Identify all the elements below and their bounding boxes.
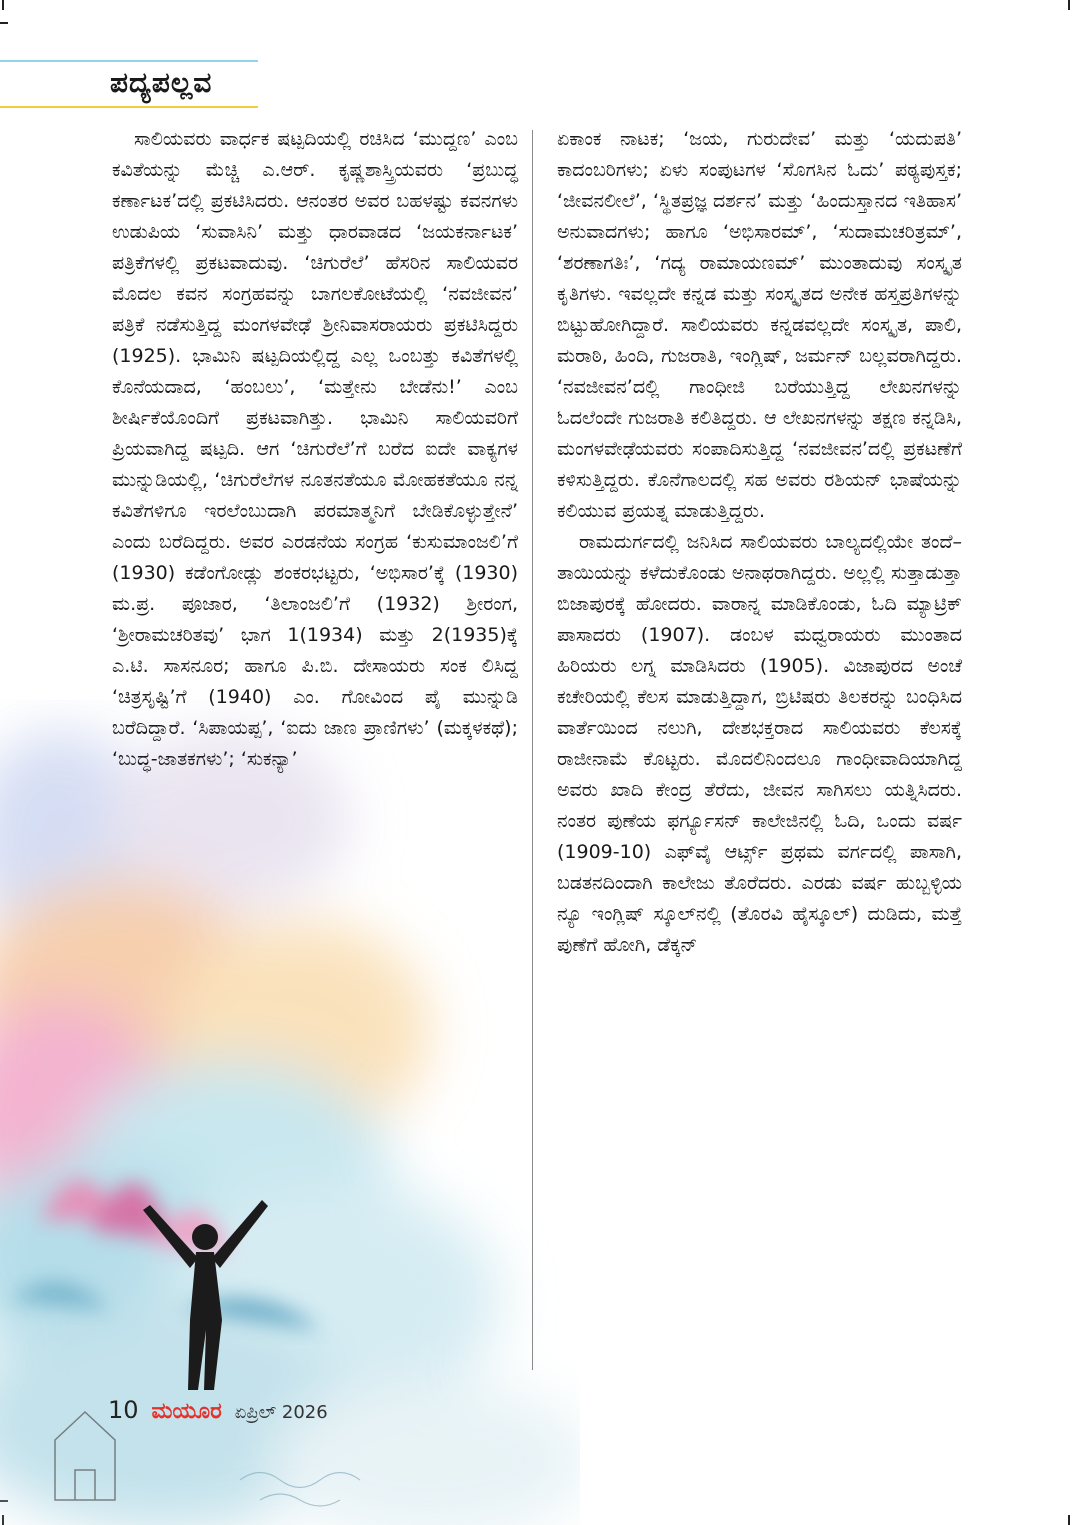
crop-mark [0, 22, 8, 24]
crop-mark [1068, 0, 1070, 10]
section-rule-top [0, 60, 258, 62]
issue-date: ಏಪ್ರಿಲ್ 2026 [234, 1402, 328, 1423]
section-title: ಪದ್ಯಪಲ್ಲವ [110, 66, 213, 99]
crop-mark [1068, 1515, 1070, 1525]
paragraph: ಸಾಲಿಯವರು ವಾರ್ಧಕ ಷಟ್ಪದಿಯಲ್ಲಿ ರಚಿಸಿದ ‘ಮುದ್ದಣ’ ಎಂಬ ಕವಿತೆಯನ್ನು ಮೆಚ್ಚಿ ಎ.ಆರ್. ಕೃಷ್ಣಶಾಸ್ತ್ರಿಯವರು ‘ಪ್ರಬುದ್ಧ ಕರ್ಣಾಟಕ’ದಲ್ಲಿ ಪ್ರಕಟಿಸಿದರು. ಆನಂತರ ಅವರ ಬಹಳಷ್ಟು ಕವನಗಳು ಉಡುಪಿಯ ‘ಸುವಾಸಿನಿ’ ಮತ್ತು ಧಾರವಾಡದ ‘ಜಯಕರ್ನಾಟಕ’ ಪತ್ರಿಕೆಗಳಲ್ಲಿ ಪ್ರಕಟವಾದುವು. ‘ಚಿಗುರೆಲೆ’ ಹೆಸರಿನ ಸಾಲಿಯವರ ಮೊದಲ ಕವನ ಸಂಗ್ರಹವನ್ನು ಬಾಗಲಕೋಟೆಯಲ್ಲಿ ‘ನವಜೀವನ’ ಪತ್ರಿಕೆ ನಡೆಸುತ್ತಿದ್ದ ಮಂಗಳವೇಢೆ ಶ್ರೀನಿವಾಸರಾಯರು ಪ್ರಕಟಿಸಿದ್ದರು (1925). ಭಾಮಿನಿ ಷಟ್ಪದಿಯಲ್ಲಿದ್ದ ಎಲ್ಲ ಒಂಬತ್ತು ಕವಿತೆಗಳಲ್ಲಿ ಕೊನೆಯದಾದ, ‘ಹಂಬಲು’, ‘ಮತ್ತೇನು ಬೇಡೆನು!’ ಎಂಬ ಶೀರ್ಷಿಕೆಯೊಂದಿಗೆ ಪ್ರಕಟವಾಗಿತ್ತು. ಭಾಮಿನಿ ಸಾಲಿಯವರಿಗೆ ಪ್ರಿಯವಾಗಿದ್ದ ಷಟ್ಪದಿ. ಆಗ ‘ಚಿಗುರೆಲೆ’ಗೆ ಬರೆದ ಐದೇ ವಾಕ್ಯಗಳ ಮುನ್ನುಡಿಯಲ್ಲಿ, ‘ಚಿಗುರೆಲೆಗಳ ನೂತನತೆಯೂ ಮೋಹಕತೆಯೂ ನನ್ನ ಕವಿತೆಗಳಿಗೂ ಇರಲೆಂಬುದಾಗಿ ಪರಮಾತ್ಮನಿಗೆ ಬೇಡಿಕೊಳ್ಳುತ್ತೇನೆ’ ಎಂದು ಬರೆದಿದ್ದರು. ಅವರ ಎರಡನೆಯ ಸಂಗ್ರಹ ‘ಕುಸುಮಾಂಜಲಿ’ಗೆ (1930) ಕಡೆಂಗೋಡ್ಲು ಶಂಕರಭಟ್ಟರು, ‘ಅಭಿಸಾರ’ಕ್ಕೆ (1930) ಮ.ಪ್ರ. ಪೂಜಾರ, ‘ತಿಲಾಂಜಲಿ’ಗೆ (1932) ಶ್ರೀರಂಗ, ‘ಶ್ರೀರಾಮಚರಿತವು’ ಭಾಗ 1(1934) ಮತ್ತು 2(1935)ಕ್ಕೆ ಎ.ಟಿ. ಸಾಸನೂರ; ಹಾಗೂ ಪಿ.ಬಿ. ದೇಸಾಯರು ಸಂಕ ಲಿಸಿದ್ದ ‘ಚಿತ್ರಸೃಷ್ಟಿ’ಗೆ (1940) ಎಂ. ಗೋವಿಂದ ಪೈ ಮುನ್ನುಡಿ ಬರೆದಿದ್ದಾರೆ. ‘ಸಿಪಾಯಪ್ಪ’, ‘ಐದು ಜಾಣ ಪ್ರಾಣಿಗಳು’ (ಮಕ್ಕಳಕಥೆ); ‘ಬುದ್ಧ-ಜಾತಕಗಳು’; ‘ಸುಕನ್ಯಾ’ [112, 128, 518, 770]
magazine-logo: ಮಯೂರ [151, 1399, 222, 1424]
page-footer [108, 1396, 328, 1424]
section-rule-bottom [0, 106, 258, 108]
column-divider [532, 130, 533, 1370]
page-number: 10 [108, 1396, 139, 1424]
crop-mark [2, 0, 4, 10]
paragraph: ರಾಮದುರ್ಗದಲ್ಲಿ ಜನಿಸಿದ ಸಾಲಿಯವರು ಬಾಲ್ಯದಲ್ಲಿಯೇ ತಂದೆ– ತಾಯಿಯನ್ನು ಕಳೆದುಕೊಂಡು ಅನಾಥರಾಗಿದ್ದರು. ಅಲ್ಲಲ್ಲಿ ಸುತ್ತಾಡುತ್ತಾ ಬಿಜಾಪುರಕ್ಕೆ ಹೋದರು. ವಾರಾನ್ನ ಮಾಡಿಕೊಂಡು, ಓದಿ ಮ್ಯಾಟ್ರಿಕ್ ಪಾಸಾದರು (1907). ಡಂಬಳ ಮಧ್ವರಾಯರು ಮುಂತಾದ ಹಿರಿಯರು ಲಗ್ನ ಮಾಡಿಸಿದರು (1905). ವಿಜಾಪುರದ ಅಂಚೆ ಕಚೇರಿಯಲ್ಲಿ ಕೆಲಸ ಮಾಡುತ್ತಿದ್ದಾಗ, ಬ್ರಿಟಿಷರು ತಿಲಕರನ್ನು ಬಂಧಿಸಿದ ವಾರ್ತೆಯಿಂದ ನಲುಗಿ, ದೇಶಭಕ್ತರಾದ ಸಾಲಿಯವರು ಕೆಲಸಕ್ಕೆ ರಾಜೀನಾಮೆ ಕೊಟ್ಟರು. ಮೊದಲಿನಿಂದಲೂ ಗಾಂಧೀವಾದಿಯಾಗಿದ್ದ ಅವರು ಖಾದಿ ಕೇಂದ್ರ ತೆರೆದು, ಜೀವನ ಸಾಗಿಸಲು ಯತ್ನಿಸಿದರು. ನಂತರ ಪುಣೆಯ ಫರ್ಗ್ಯೂಸನ್ ಕಾಲೇಜಿನಲ್ಲಿ ಓದಿ, ಒಂದು ವರ್ಷ (1909-10) ಎಫ್‌ವೈ ಆರ್ಟ್ಸ್ ಪ್ರಥಮ ವರ್ಗದಲ್ಲಿ ಪಾಸಾಗಿ, ಬಡತನದಿಂದಾಗಿ ಕಾಲೇಜು ತೊರೆದರು. ಎರಡು ವರ್ಷ ಹುಬ್ಬಳ್ಳಿಯ ನ್ಯೂ ಇಂಗ್ಲಿಷ್ ಸ್ಕೂಲ್‌ನಲ್ಲಿ (ತೊರವಿ ಹೈಸ್ಕೂಲ್) ದುಡಿದು, ಮತ್ತೆ ಪುಣೆಗೆ ಹೋಗಿ, ಡೆಕ್ಕನ್ [557, 531, 962, 956]
article-column-left [112, 124, 518, 775]
paragraph: ಏಕಾಂಕ ನಾಟಕ; ‘ಜಯ, ಗುರುದೇವ’ ಮತ್ತು ‘ಯದುಪತಿ’ ಕಾದಂಬರಿಗಳು; ಏಳು ಸಂಪುಟಗಳ ‘ಸೊಗಸಿನ ಓದು’ ಪಠ್ಯಪುಸ್ತಕ; ‘ಜೀವನಲೀಲೆ’, ‘ಸ್ಥಿತಪ್ರಜ್ಞ ದರ್ಶನ’ ಮತ್ತು ‘ಹಿಂದುಸ್ತಾನದ ಇತಿಹಾಸ’ ಅನುವಾದಗಳು; ಹಾಗೂ ‘ಅಭಿಸಾರಮ್’, ‘ಸುದಾಮಚರಿತ್ರಮ್’, ‘ಶರಣಾಗತಿಃ’, ‘ಗದ್ಯ ರಾಮಾಯಣಮ್’ ಮುಂತಾದುವು ಸಂಸ್ಕೃತ ಕೃತಿಗಳು. ಇವಲ್ಲದೇ ಕನ್ನಡ ಮತ್ತು ಸಂಸ್ಕೃತದ ಅನೇಕ ಹಸ್ತಪ್ರತಿಗಳನ್ನು ಬಿಟ್ಟುಹೋಗಿದ್ದಾರೆ. ಸಾಲಿಯವರು ಕನ್ನಡವಲ್ಲದೇ ಸಂಸ್ಕೃತ, ಪಾಲಿ, ಮರಾಠಿ, ಹಿಂದಿ, ಗುಜರಾತಿ, ಇಂಗ್ಲಿಷ್, ಜರ್ಮನ್ ಬಲ್ಲವರಾಗಿದ್ದರು. ‘ನವಜೀವನ’ದಲ್ಲಿ ಗಾಂಧೀಜಿ ಬರೆಯುತ್ತಿದ್ದ ಲೇಖನಗಳನ್ನು ಓದಲೆಂದೇ ಗುಜರಾತಿ ಕಲಿತಿದ್ದರು. ಆ ಲೇಖನಗಳನ್ನು ತಕ್ಷಣ ಕನ್ನಡಿಸಿ, ಮಂಗಳವೇಢೆಯವರು ಸಂಪಾದಿಸುತ್ತಿದ್ದ ‘ನವಜೀವನ’ದಲ್ಲಿ ಪ್ರಕಟಣೆಗೆ ಕಳಿಸುತ್ತಿದ್ದರು. ಕೊನೆಗಾಲದಲ್ಲಿ ಸಹ ಅವರು ರಶಿಯನ್ ಭಾಷೆಯನ್ನು ಕಲಿಯುವ ಪ್ರಯತ್ನ ಮಾಡುತ್ತಿದ್ದರು. [557, 128, 962, 522]
article-column-right [557, 124, 962, 961]
